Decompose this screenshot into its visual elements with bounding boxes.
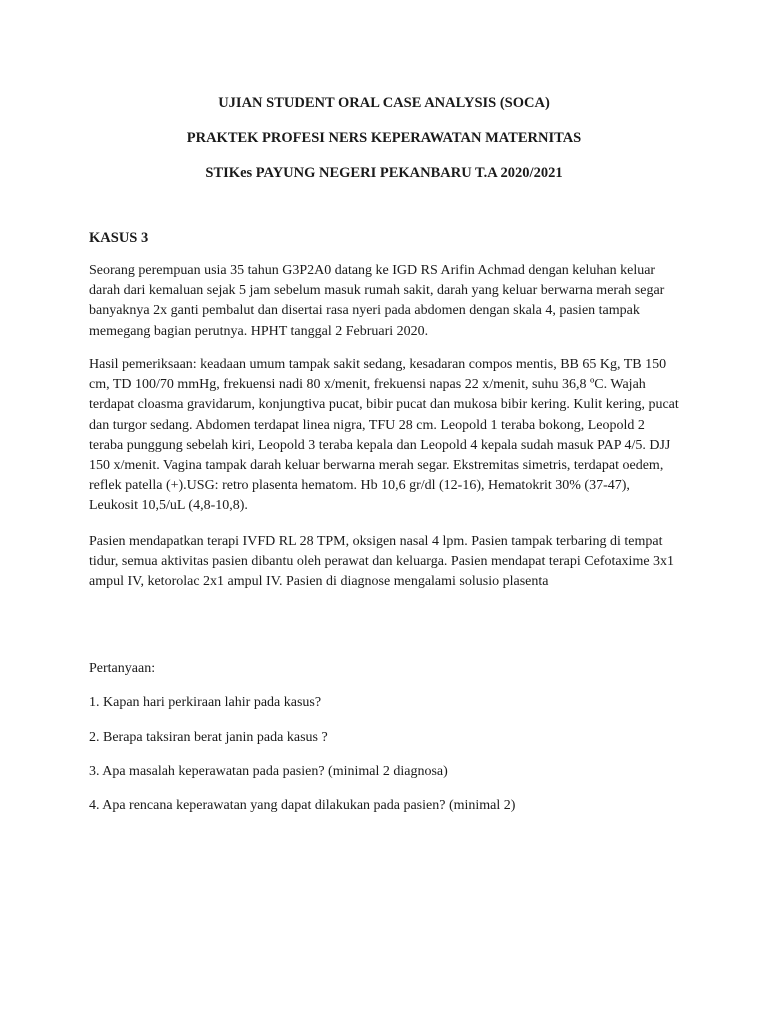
- question-item: 2. Berapa taksiran berat janin pada kasus ?: [89, 730, 328, 745]
- question-item: 1. Kapan hari perkiraan lahir pada kasus?: [89, 695, 322, 710]
- question-item: 3. Apa masalah keperawatan pada pasien? (minimal 2 diagnosa): [89, 764, 448, 779]
- case-paragraph-complaint: Seorang perempuan usia 35 tahun G3P2A0 datang ke IGD RS Arifin Achmad dengan keluhan keluar darah dari kemaluan sejak 5 jam sebelum masuk rumah sakit, darah yang keluar berwarna merah segar banyaknya 2x ganti pembalut dan disertai rasa nyeri pada abdomen dengan skala 4, pasien tampak memegang bagian perutnya. HPHT tanggal 2 Februari 2020.: [89, 263, 665, 339]
- question-item: 4. Apa rencana keperawatan yang dapat dilakukan pada pasien? (minimal 2): [89, 798, 516, 813]
- case-paragraph-therapy: Pasien mendapatkan terapi IVFD RL 28 TPM, oksigen nasal 4 lpm. Pasien tampak terbaring di tempat tidur, semua aktivitas pasien dibantu oleh perawat dan keluarga. Pasien mendapat terapi Cefotaxime 3x1 ampul IV, ketorolac 2x1 ampul IV. Pasien di diagnose mengalami solusio plasenta: [89, 534, 675, 590]
- exam-title: UJIAN STUDENT ORAL CASE ANALYSIS (SOCA): [218, 95, 550, 111]
- questions-title: Pertanyaan:: [89, 661, 156, 676]
- case-paragraph-examination: Hasil pemeriksaan: keadaan umum tampak sakit sedang, kesadaran compos mentis, BB 65 Kg, TB 150 cm, TD 100/70 mmHg, frekuensi nadi 80 x/menit, frekuensi napas 22 x/menit, suhu 36,8 ºC. Wajah terdapat cloasma gravidarum, konjungtiva pucat, bibir pucat dan mukosa bibir kering. Kulit kering, pucat dan turgor sedang. Abdomen terdapat linea nigra, TFU 28 cm. Leopold 1 teraba bokong, Leopold 2 teraba punggung sebelah kiri, Leopold 3 teraba kepala dan Leopold 4 kepala sudah masuk PAP 4/5. DJJ 150 x/menit. Vagina tampak darah keluar berwarna merah segar. Ekstremitas simetris, terdapat oedem, reflek patella (+).USG: retro plasenta hematom. Hb 10,6 gr/dl (12-16), Hematokrit 30% (37-47), Leukosit 10,5/uL (4,8-10,8).: [89, 357, 679, 514]
- institution-title: STIKes PAYUNG NEGERI PEKANBARU T.A 2020/2021: [205, 165, 563, 181]
- program-title: PRAKTEK PROFESI NERS KEPERAWATAN MATERNITAS: [186, 130, 582, 146]
- case-title: KASUS 3: [89, 230, 149, 246]
